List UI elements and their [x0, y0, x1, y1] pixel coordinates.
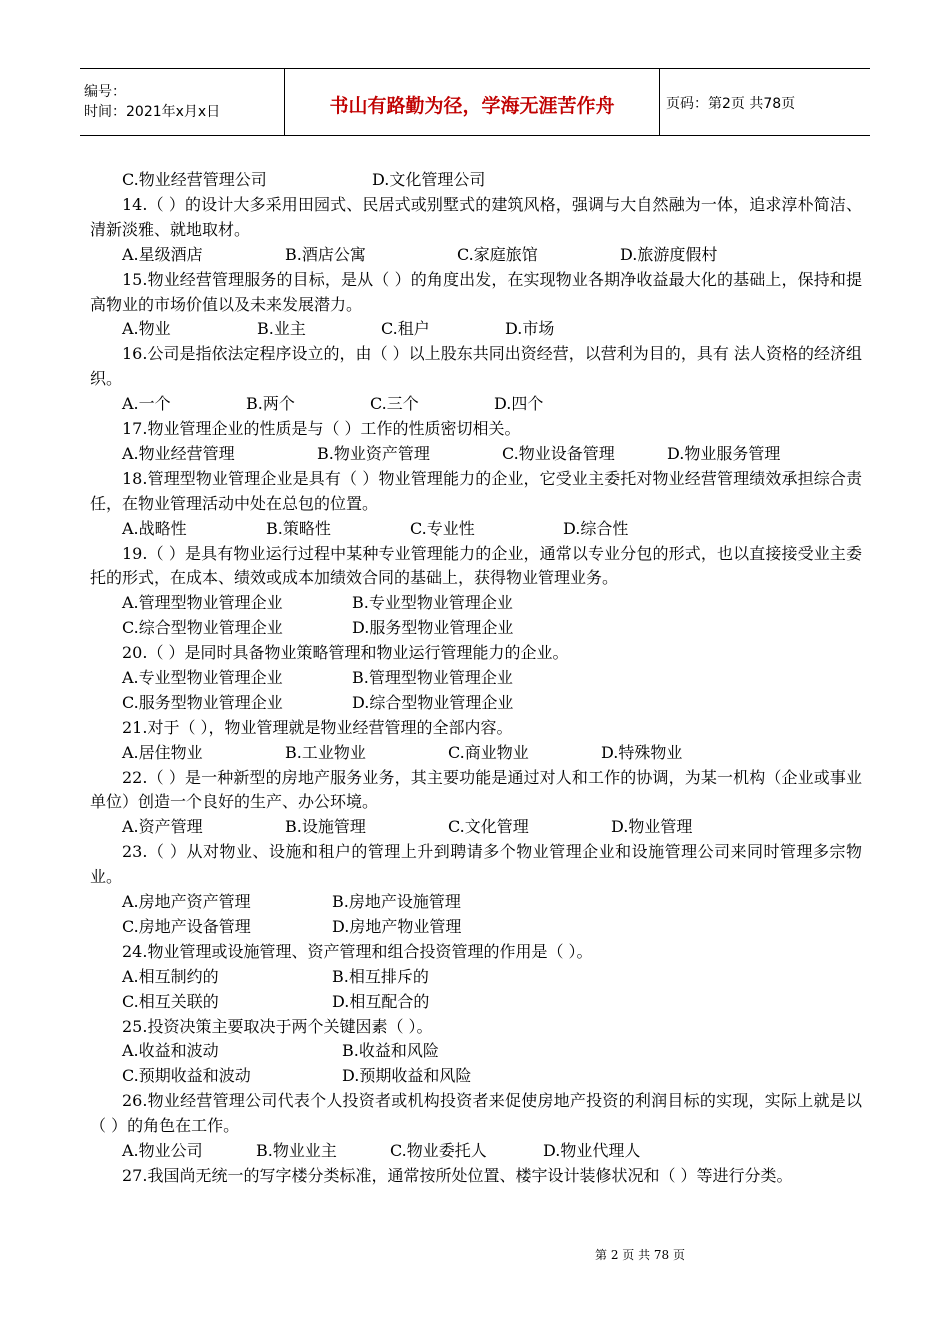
- page-footer: 第 2 页 共 78 页: [595, 1248, 685, 1262]
- answer-options: [90, 965, 862, 990]
- answer-option: A.相互制约的: [122, 966, 219, 986]
- answer-option: C.物业设备管理: [502, 443, 615, 463]
- answer-options: [90, 815, 862, 840]
- answer-option: C.租户: [381, 319, 430, 339]
- answer-options: [90, 317, 862, 342]
- answer-options: [90, 243, 862, 268]
- answer-option: C.物业委托人: [390, 1141, 487, 1161]
- answer-options: [90, 591, 862, 616]
- answer-option: D.物业服务管理: [667, 443, 781, 463]
- answer-option: A.战略性: [122, 518, 187, 538]
- answer-option: A.一个: [122, 394, 171, 414]
- answer-options: [90, 616, 862, 641]
- answer-option: A.资产管理: [122, 817, 203, 837]
- answer-options: [90, 890, 862, 915]
- answer-option: B.策略性: [266, 518, 331, 538]
- question-text: 18.管理型物业管理企业是具有（ ）物业管理能力的企业，它受业主委托对物业经营管理绩效承担综合责任，在物业管理活动中处在总包的位置。: [90, 468, 862, 513]
- answer-option: A.专业型物业管理企业: [122, 668, 283, 687]
- answer-option: B.业主: [257, 319, 306, 339]
- question-text: 25.投资决策主要取决于两个关键因素（ ）。: [122, 1016, 433, 1036]
- answer-option: C.家庭旅馆: [457, 244, 538, 264]
- answer-options: [90, 1139, 862, 1164]
- answer-option: A.星级酒店: [122, 244, 203, 264]
- answer-option: D.四个: [494, 394, 544, 414]
- answer-options: [90, 1064, 862, 1089]
- answer-option: D.房地产物业管理: [332, 916, 462, 936]
- answer-option: B.物业业主: [256, 1141, 337, 1161]
- answer-option: C.预期收益和波动: [122, 1066, 251, 1086]
- page-header: [80, 68, 870, 136]
- question-text: 24.物业管理或设施管理、资产管理和组合投资管理的作用是（ ）。: [122, 941, 593, 961]
- question-text: 16.公司是指依法定程序设立的，由（ ）以上股东共同出资经营，以营利为目的，具有 法人资格的经济组织。: [90, 344, 862, 389]
- question-text: 17.物业管理企业的性质是与（ ）工作的性质密切相关。: [122, 419, 521, 438]
- answer-option: C.专业性: [410, 518, 475, 538]
- answer-options: [90, 990, 862, 1015]
- answer-option: C.综合型物业管理企业: [122, 618, 283, 638]
- answer-option: D.物业代理人: [543, 1141, 641, 1161]
- answer-options: [90, 392, 862, 417]
- question-text: 22.（ ）是一种新型的房地产服务业务，其主要功能是通过对人和工作的协调，为某一机构（企业或事业单位）创造一个良好的生产、办公环境。: [90, 767, 862, 812]
- question-text: 19.（ ）是具有物业运行过程中某种专业管理能力的企业，通常以专业分包的形式，也以直接接受业主委托的形式，在成本、绩效或成本加绩效合同的基础上，获得物业管理业务。: [90, 543, 862, 588]
- answer-options: [90, 915, 862, 940]
- answer-options: [90, 168, 862, 193]
- question-text: 21.对于（ ），物业管理就是物业经营管理的全部内容。: [122, 717, 513, 737]
- question-text: 20.（ ）是同时具备物业策略管理和物业运行管理能力的企业。: [122, 643, 569, 663]
- answer-option: C.服务型物业管理企业: [122, 692, 283, 712]
- answer-option: D.综合性: [563, 518, 629, 538]
- answer-option: D.特殊物业: [601, 742, 683, 762]
- answer-options: [90, 1039, 862, 1064]
- answer-option: A.收益和波动: [122, 1041, 219, 1061]
- answer-option: B.专业型物业管理企业: [352, 593, 513, 613]
- answer-option: C.文化管理: [448, 817, 529, 837]
- answer-option: B.设施管理: [285, 817, 366, 837]
- answer-option: A.管理型物业管理企业: [122, 593, 283, 613]
- answer-options: [90, 741, 862, 766]
- header-page-number: 页码：第2页 共78页: [666, 96, 796, 112]
- answer-option: D.文化管理公司: [372, 170, 486, 189]
- document-time-label: 时间：2021年x月x日: [84, 104, 221, 120]
- answer-option: A.居住物业: [122, 742, 203, 762]
- answer-option: B.收益和风险: [342, 1041, 439, 1061]
- answer-option: D.物业管理: [611, 817, 693, 837]
- answer-option: A.房地产资产管理: [122, 892, 251, 912]
- question-text: 14.（ ）的设计大多采用田园式、民居式或别墅式的建筑风格，强调与大自然融为一体，追求淳朴简洁、清新淡雅、就地取材。: [90, 194, 862, 239]
- header-info-cell: [80, 69, 285, 135]
- answer-option: D.综合型物业管理企业: [352, 692, 514, 712]
- question-text: 15.物业经营管理服务的目标，是从（ ）的角度出发，在实现物业各期净收益最大化的基础上，保持和提高物业的市场价值以及未来发展潜力。: [90, 269, 862, 314]
- answer-option: B.酒店公寓: [285, 244, 366, 264]
- answer-options: [90, 691, 862, 716]
- answer-option: C.三个: [370, 394, 419, 414]
- answer-option: C.商业物业: [448, 742, 529, 762]
- answer-option: B.管理型物业管理企业: [352, 668, 513, 687]
- answer-option: D.市场: [505, 319, 555, 339]
- answer-option: A.物业: [122, 319, 171, 339]
- answer-options: [90, 442, 862, 467]
- answer-option: A.物业公司: [122, 1141, 203, 1161]
- header-motto: 书山有路勤为径，学海无涯苦作舟: [285, 69, 660, 135]
- question-text: 27.我国尚无统一的写字楼分类标准，通常按所处位置、楼宇设计装修状况和（ ）等进行分类。: [122, 1165, 793, 1185]
- answer-option: C.房地产设备管理: [122, 916, 251, 936]
- answer-option: B.工业物业: [285, 742, 366, 762]
- answer-option: D.服务型物业管理企业: [352, 618, 514, 638]
- answer-option: D.旅游度假村: [620, 244, 718, 264]
- document-number-label: 编号：: [84, 84, 126, 100]
- answer-options: [90, 517, 862, 542]
- answer-option: C.物业经营管理公司: [122, 170, 267, 189]
- answer-option: B.两个: [246, 394, 295, 414]
- answer-option: B.房地产设施管理: [332, 892, 461, 912]
- answer-option: C.相互关联的: [122, 991, 219, 1011]
- answer-option: A.物业经营管理: [122, 443, 235, 463]
- answer-options: [90, 666, 862, 691]
- answer-option: D.预期收益和风险: [342, 1066, 472, 1086]
- answer-option: B.相互排斥的: [332, 966, 429, 986]
- question-text: 23.（ ）从对物业、设施和租户的管理上升到聘请多个物业管理企业和设施管理公司来同时管理多宗物业。: [90, 842, 862, 887]
- answer-option: B.物业资产管理: [317, 443, 430, 463]
- answer-option: D.相互配合的: [332, 991, 430, 1011]
- question-content: [90, 168, 862, 1189]
- question-text: 26.物业经营管理公司代表个人投资者或机构投资者来促使房地产投资的利润目标的实现，实际上就是以（ ）的角色在工作。: [90, 1091, 862, 1136]
